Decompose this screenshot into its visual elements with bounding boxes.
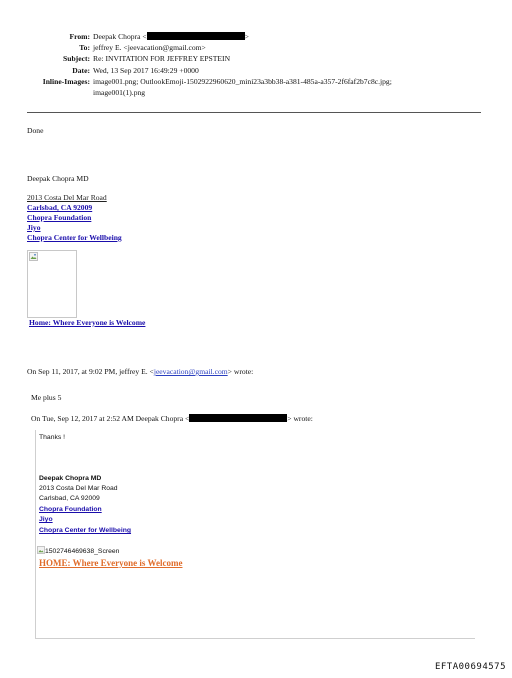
q-sig-center-link[interactable]: Chopra Center for Wellbeing	[39, 527, 132, 534]
quote2-intro	[31, 414, 313, 424]
q-sig-jiyo-link[interactable]: Jiyo	[39, 516, 53, 523]
q-home-link[interactable]: HOME: Where Everyone is Welcome	[39, 558, 183, 568]
redaction-bar	[189, 414, 287, 422]
header-date-row	[0, 65, 512, 76]
quote1-intro-prefix: On Sep 11, 2017, at 9:02 PM, jeffrey E. <	[27, 367, 154, 376]
broken-image-icon	[29, 252, 38, 261]
from-value: Deepak Chopra <	[93, 32, 147, 41]
images-value-1: image001.png; OutlookEmoji-1502922960620_mini23a3bb38-a381-485a-a357-2f6faf2b7c8c.jpg;	[93, 76, 392, 86]
sig-center-link[interactable]: Chopra Center for Wellbeing	[27, 233, 122, 242]
home-link[interactable]: Home: Where Everyone is Welcome	[29, 318, 146, 327]
broken-image-icon	[37, 546, 45, 554]
done-text: Done	[27, 126, 44, 135]
subject-label: Subject:	[63, 54, 90, 64]
header-divider	[27, 112, 481, 113]
quote1-email-link[interactable]: jeevacation@gmail.com	[153, 367, 228, 376]
header-subject-row	[0, 53, 512, 64]
subject-value: Re: INVITATION FOR JEFFREY EPSTEIN	[93, 54, 231, 64]
to-value: jeffrey E. <jeevacation@gmail.com>	[93, 43, 206, 53]
me-plus-text: Me plus 5	[31, 393, 62, 402]
header-images-row	[0, 76, 512, 98]
header-from-row	[0, 31, 512, 42]
date-label: Date:	[72, 65, 90, 75]
sig-city-link[interactable]: Carlsbad, CA 92009	[27, 203, 93, 212]
images-value-2: image001(1).png	[93, 88, 146, 98]
q-sig-address: 2013 Costa Del Mar Road	[39, 485, 118, 492]
screen-image-alt: 1502746469638_Screen	[45, 548, 120, 555]
sig-foundation-link[interactable]: Chopra Foundation	[27, 213, 92, 222]
screen-image	[37, 546, 119, 557]
quote-border-left	[35, 430, 36, 638]
quote-border-bottom	[35, 638, 475, 639]
signature-image	[27, 250, 77, 318]
quote1-intro	[27, 367, 253, 377]
sig-jiyo-link[interactable]: Jiyo	[27, 223, 41, 232]
images-label: Inline-Images:	[42, 76, 90, 86]
q-sig-name: Deepak Chopra MD	[39, 475, 102, 482]
quote1-intro-suffix: > wrote:	[227, 367, 254, 376]
quote2-intro-prefix: On Tue, Sep 12, 2017 at 2:52 AM Deepak Chopra <	[31, 414, 190, 423]
sig-address-link[interactable]: 2013 Costa Del Mar Road	[27, 193, 107, 202]
q-sig-foundation-link[interactable]: Chopra Foundation	[39, 506, 102, 513]
email-header	[0, 31, 512, 98]
date-value: Wed, 13 Sep 2017 16:49:29 +0000	[93, 65, 199, 75]
redaction-bar	[147, 32, 245, 40]
from-label: From:	[69, 32, 90, 41]
q-sig-city: Carlsbad, CA 92009	[39, 495, 100, 502]
header-to-row	[0, 42, 512, 53]
quote2-intro-suffix: > wrote:	[287, 414, 313, 423]
thanks-text: Thanks !	[39, 434, 66, 441]
from-end: >	[244, 32, 249, 41]
to-label: To:	[79, 43, 90, 53]
sig-name: Deepak Chopra MD	[27, 174, 89, 183]
document-id: EFTA00694575	[434, 662, 506, 672]
